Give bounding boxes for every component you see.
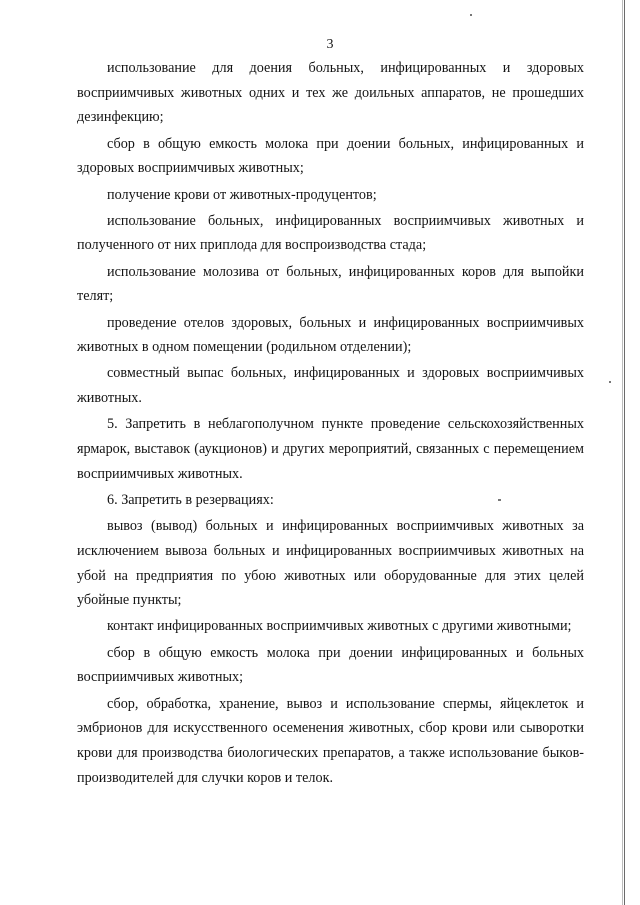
paragraph: сбор, обработка, хранение, вывоз и использование спермы, яйцеклеток и эмбрионов для искусственного осеменения животных, сбор крови или сыворотки крови для производства биологических препаратов, а также использование быков-производителей для случки коров и телок. bbox=[77, 695, 584, 786]
paragraph: контакт инфицированных восприимчивых животных с другими животными; bbox=[107, 618, 572, 635]
scan-edge-line bbox=[624, 0, 625, 905]
paragraph: использование больных, инфицированных восприимчивых животных и полученного от них приплода для воспроизводства стада; bbox=[77, 212, 584, 254]
paragraph: использование молозива от больных, инфицированных коров для выпойки телят; bbox=[77, 263, 584, 305]
paragraph: получение крови от животных-продуцентов; bbox=[107, 186, 377, 203]
paragraph: проведение отелов здоровых, больных и инфицированных восприимчивых животных в одном помещении (родильном отделении); bbox=[77, 314, 584, 356]
paragraph: вывоз (вывод) больных и инфицированных восприимчивых животных за исключением вывоза больных и инфицированных восприимчивых животных на убой на предприятия по убою животных или оборудованные для этих целей убойные пункты; bbox=[77, 518, 584, 609]
scan-speck bbox=[609, 381, 611, 383]
scan-edge-shadow bbox=[622, 0, 623, 905]
document-body bbox=[77, 56, 584, 790]
paragraph-section-6-heading: 6. Запретить в резервациях: bbox=[107, 491, 274, 508]
page-number: 3 bbox=[326, 37, 334, 52]
scan-speck bbox=[470, 14, 472, 16]
paragraph: сбор в общую емкость молока при доении инфицированных и больных восприимчивых животных; bbox=[77, 644, 584, 686]
paragraph-section-5: 5. Запретить в неблагополучном пункте проведение сельскохозяйственных ярмарок, выставок (аукционов) и других мероприятий, связанных с перемещением восприимчивых животных. bbox=[77, 416, 584, 482]
paragraph: использование для доения больных, инфицированных и здоровых восприимчивых животных одних и тех же доильных аппаратов, не прошедших дезинфекцию; bbox=[77, 60, 584, 126]
scan-speck bbox=[498, 499, 501, 501]
paragraph: совместный выпас больных, инфицированных и здоровых восприимчивых животных. bbox=[77, 365, 584, 407]
paragraph: сбор в общую емкость молока при доении больных, инфицированных и здоровых восприимчивых животных; bbox=[77, 135, 584, 177]
